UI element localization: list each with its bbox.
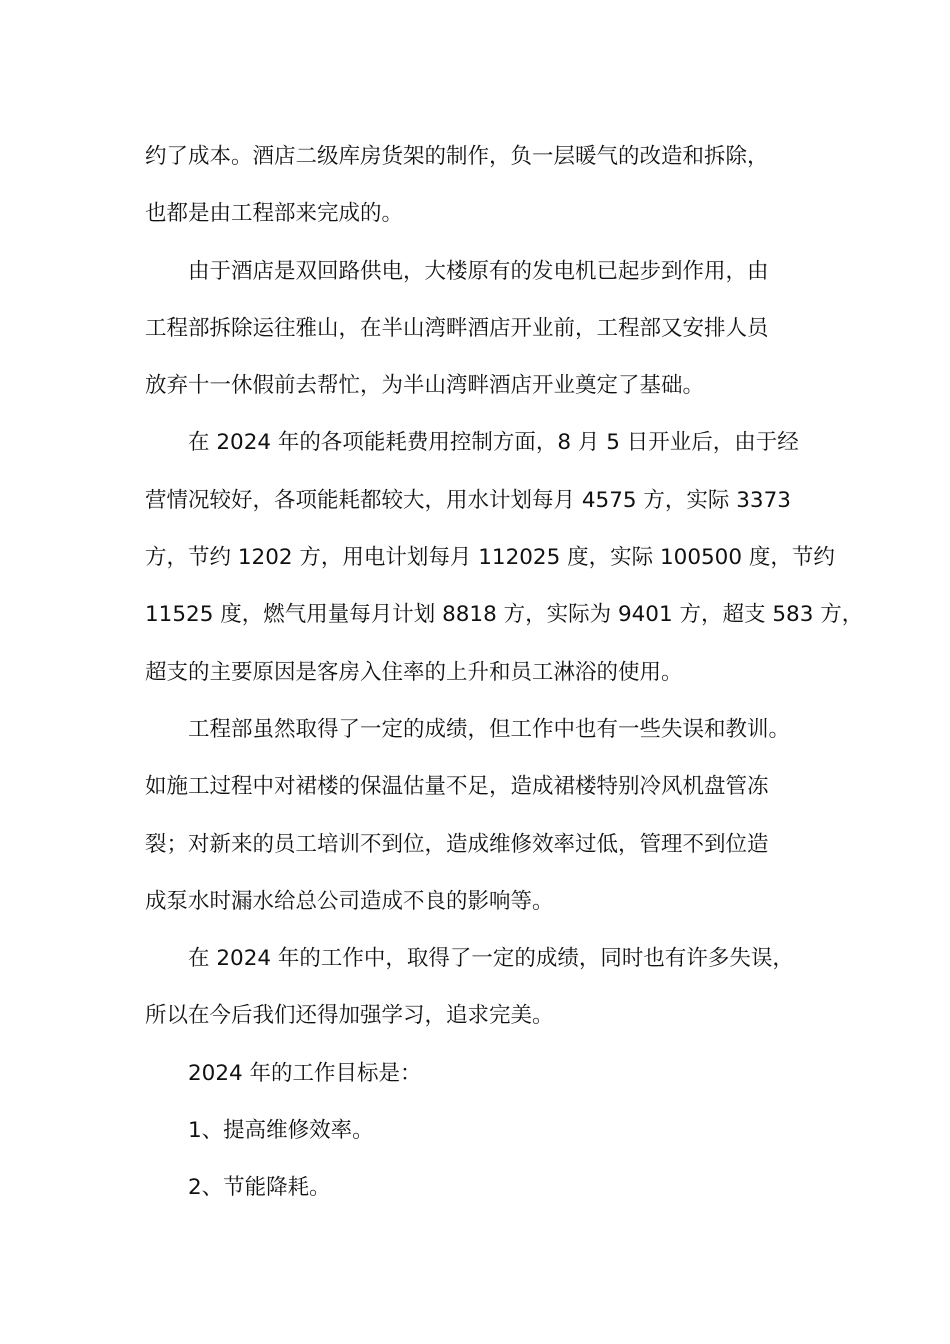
text-line: 约了成本。酒店二级库房货架的制作，负一层暖气的改造和拆除， xyxy=(145,144,769,169)
text-line: 如施工过程中对裙楼的保温估量不足，造成裙楼特别冷风机盘管冻 xyxy=(145,774,769,800)
text-line: 营情况较好，各项能耗都较大，用水计划每月 4575 方，实际 3373 xyxy=(145,487,791,513)
text-line: 在 2024 年的各项能耗费用控制方面，8 月 5 日开业后，由于经 xyxy=(188,430,799,456)
document-body xyxy=(145,128,864,1217)
text-line: 方，节约 1202 方，用电计划每月 112025 度，实际 100500 度，节约 xyxy=(145,545,835,571)
text-line: 在 2024 年的工作中，取得了一定的成绩，同时也有许多失误， xyxy=(188,946,794,972)
text-line: 也都是由工程部来完成的。 xyxy=(145,201,404,227)
text-line: 所以在今后我们还得加强学习，追求完美。 xyxy=(145,1003,554,1029)
text-line: 工程部拆除运往雅山，在半山湾畔酒店开业前，工程部又安排人员 xyxy=(145,315,769,341)
text-line: 由于酒店是双回路供电，大楼原有的发电机已起步到作用，由 xyxy=(188,258,769,284)
text-line: 工程部虽然取得了一定的成绩，但工作中也有一些失误和教训。 xyxy=(188,716,791,742)
text-line: 放弃十一休假前去帮忙，为半山湾畔酒店开业奠定了基础。 xyxy=(145,373,705,399)
list-item: 1、提高维修效率。 xyxy=(188,1118,374,1144)
text-line: 超支的主要原因是客房入住率的上升和员工淋浴的使用。 xyxy=(145,659,683,685)
text-line: 成泵水时漏水给总公司造成不良的影响等。 xyxy=(145,888,554,914)
heading-goals: 2024 年的工作目标是： xyxy=(188,1060,422,1086)
text-line: 裂；对新来的员工培训不到位，造成维修效率过低，管理不到位造 xyxy=(145,831,769,857)
list-item: 2、节能降耗。 xyxy=(188,1175,331,1201)
text-line: 11525 度，燃气用量每月计划 8818 方，实际为 9401 方，超支 583 方， xyxy=(145,602,864,628)
